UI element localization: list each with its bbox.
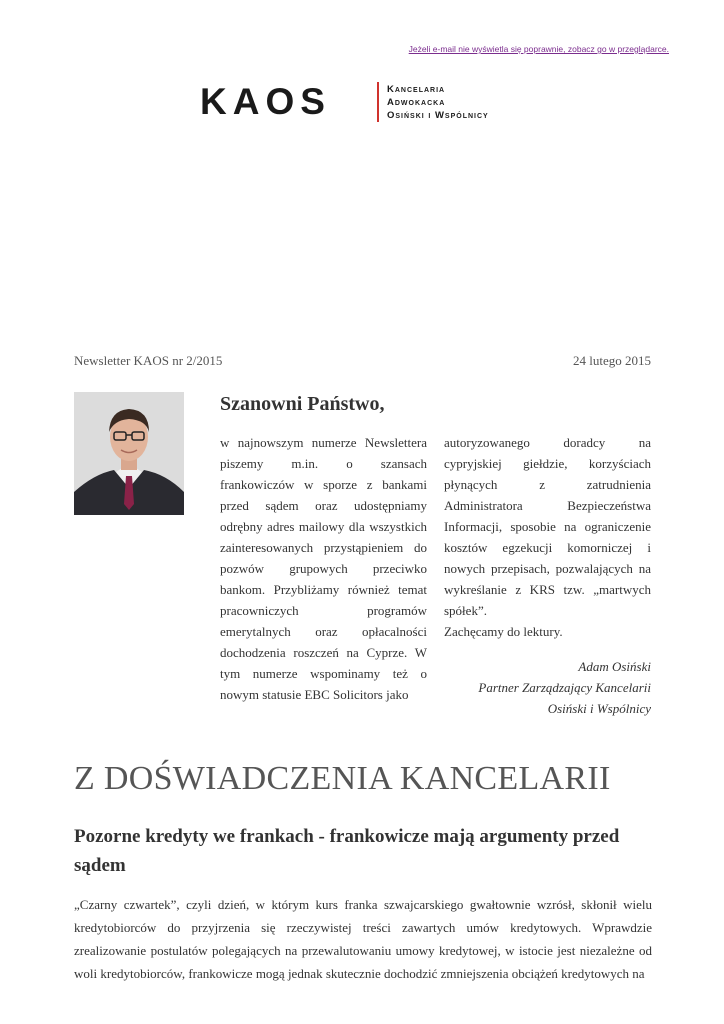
author-photo (74, 392, 184, 515)
intro-column-right (444, 432, 651, 719)
section-heading: Z DOŚWIADCZENIA KANCELARII (74, 760, 611, 797)
intro-text-left: w najnowszym numerze Newslettera piszemy m.in. o szansach frankowiczów w sporze z bankami przed sądem oraz udostępniamy odrębny adres mailowy dla wszystkich zainteresowanych przystąpieniem do pozwów grupowych przeciwko bankom. Przybliżamy również temat pracowniczych programów emerytalnych oraz opłacalności dochodzenia roszczeń na Cyprze. W tym numerze wspominamy też o nowym statusie EBC Solicitors jako (220, 435, 427, 702)
logo-subtitle (387, 83, 489, 122)
logo-line-1: Kancelaria (387, 84, 446, 95)
intro-column-left (220, 432, 427, 705)
logo-divider (377, 82, 379, 122)
view-in-browser-link[interactable]: Jeżeli e-mail nie wyświetla się poprawnie, zobacz go w przeglądarce. (408, 44, 669, 54)
signature-name: Adam Osiński (578, 659, 651, 674)
greeting-heading: Szanowni Państwo, (220, 393, 385, 415)
intro-text-right: autoryzowanego doradcy na cypryjskiej giełdzie, korzyściach płynących z zatrudnienia Administratora Bezpieczeństwa Informacji, sposobie na ograniczenie kosztów egzekucji komorniczej i nowych przepisach, pozwalających na wykreślanie z KRS tzw. „martwych spółek”. (444, 435, 651, 618)
article-paragraph: „Czarny czwartek”, czyli dzień, w którym kurs franka szwajcarskiego gwałtownie wzrósł, skłonił wielu kredytobiorców do przyjrzenia się rzeczywistej treści zawartych umów kredytowych. Wprawdzie zrealizowanie postulatów polegających na przewalutowaniu umowy kredytowej, w istocie jest niezależne od woli kredytobiorców, frankowicze mogą jednak skutecznie dochodzić zmniejszenia obciążeń kredytowych na (74, 897, 652, 981)
logo-wordmark: KAOS (200, 81, 331, 122)
logo-line-3: Osiński i Wspólnicy (387, 110, 489, 121)
signature-role: Partner Zarządzający Kancelarii (478, 680, 651, 695)
signature-firm: Osiński i Wspólnicy (547, 701, 651, 716)
newsletter-issue: Newsletter KAOS nr 2/2015 (74, 353, 223, 368)
closing-line: Zachęcamy do lektury. (444, 624, 563, 639)
article-title: Pozorne kredyty we frankach - frankowicze mają argumenty przed sądem (74, 826, 620, 876)
article-body (74, 893, 652, 985)
logo-line-2: Adwokacka (387, 97, 446, 108)
newsletter-date: 24 lutego 2015 (573, 353, 651, 368)
